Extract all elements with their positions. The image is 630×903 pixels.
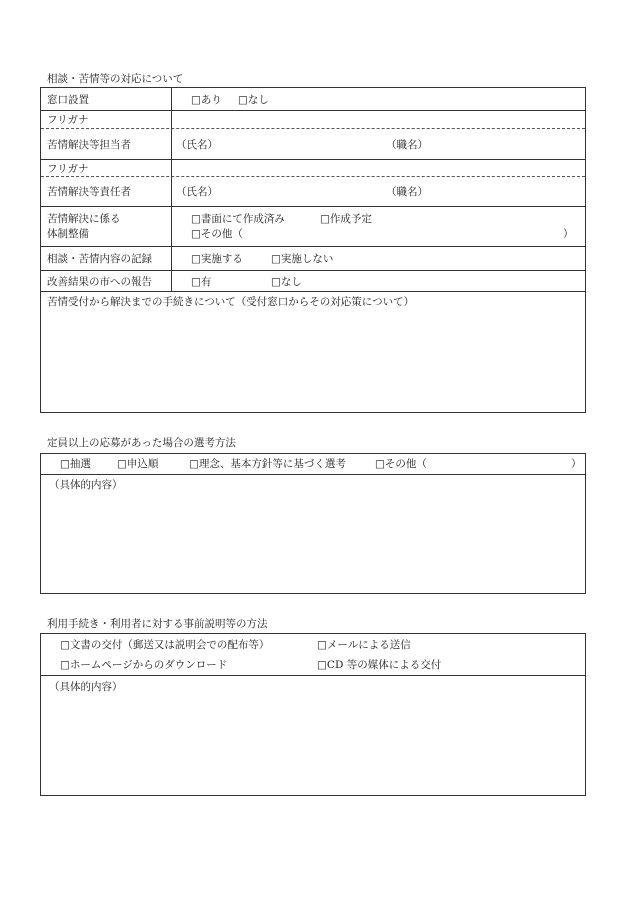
row-madoguchi — [41, 88, 585, 111]
taisei-label-line1: 苦情解決に係る — [47, 213, 121, 225]
taisei-option-other[interactable]: □その他（ — [191, 228, 243, 240]
madoguchi-label: 窓口設置 — [47, 94, 89, 106]
kiroku-option-no[interactable]: □実施しない — [271, 253, 334, 265]
complaint-handling-table — [40, 87, 586, 413]
explanation-detail-label: （具体的内容） — [49, 681, 123, 693]
selection-option-policy[interactable]: □理念、基本方針等に基づく選考 — [189, 458, 346, 470]
sekinin-name-label[interactable]: （氏名） — [176, 186, 218, 198]
section2-title: 定員以上の応募があった場合の選考方法 — [47, 437, 236, 449]
sekinin-title-label[interactable]: （職名） — [386, 186, 428, 198]
selection-detail-field[interactable] — [41, 475, 585, 593]
selection-other-close: ） — [571, 458, 582, 470]
selection-detail-label: （具体的内容） — [49, 479, 123, 491]
row-furigana-tanto — [41, 111, 585, 129]
row-tanto — [41, 129, 585, 160]
taisei-label-line2: 体制整備 — [47, 228, 89, 240]
explanation-method-table — [40, 633, 586, 796]
madoguchi-option-no[interactable]: □なし — [238, 94, 269, 106]
row-furigana-sekinin — [41, 160, 585, 177]
taisei-option-planned[interactable]: □作成予定 — [320, 213, 372, 225]
furigana-label: フリガナ — [47, 163, 89, 175]
explanation-option-document[interactable]: □文書の交付（郵送又は説明会での配布等） — [60, 639, 270, 651]
madoguchi-option-yes[interactable]: □あり — [191, 94, 222, 106]
tanto-name-label[interactable]: （氏名） — [176, 139, 218, 151]
row-sekinin — [41, 177, 585, 207]
furigana-label: フリガナ — [47, 114, 89, 126]
section3-title: 利用手続き・利用者に対する事前説明等の方法 — [47, 618, 268, 630]
taisei-other-close: ） — [563, 228, 574, 240]
hokoku-option-yes[interactable]: □有 — [191, 276, 212, 288]
row-hokoku — [41, 271, 585, 292]
selection-option-order[interactable]: □申込順 — [117, 458, 159, 470]
sekinin-label: 苦情解決等責任者 — [47, 186, 131, 198]
tanto-label: 苦情解決等担当者 — [47, 139, 131, 151]
selection-options-row — [41, 454, 585, 475]
tanto-title-label[interactable]: （職名） — [386, 139, 428, 151]
hokoku-label: 改善結果の市への報告 — [47, 276, 152, 288]
kiroku-option-yes[interactable]: □実施する — [191, 253, 243, 265]
row-kiroku — [41, 247, 585, 271]
selection-option-other[interactable]: □その他（ — [375, 458, 427, 470]
hokoku-option-no[interactable]: □なし — [271, 276, 302, 288]
taisei-option-done[interactable]: □書面にて作成済み — [191, 213, 285, 225]
section1-title: 相談・苦情等の対応について — [47, 73, 184, 85]
explanation-options-row — [41, 634, 585, 676]
explanation-detail-field[interactable] — [41, 676, 585, 795]
furigana-divider — [171, 160, 172, 177]
explanation-option-homepage[interactable]: □ホームページからのダウンロード — [60, 659, 228, 671]
row-taisei — [41, 207, 585, 247]
furigana-divider — [171, 111, 172, 129]
procedure-field[interactable] — [41, 292, 585, 412]
kiroku-label: 相談・苦情内容の記録 — [47, 253, 152, 265]
procedure-label: 苦情受付から解決までの手続きについて（受付窓口からその対応策について） — [47, 296, 415, 308]
selection-option-lottery[interactable]: □抽選 — [60, 458, 91, 470]
explanation-option-cd-media[interactable]: □CD 等の媒体による交付 — [317, 659, 442, 671]
explanation-option-email[interactable]: □メールによる送信 — [317, 639, 411, 651]
selection-method-table — [40, 453, 586, 594]
